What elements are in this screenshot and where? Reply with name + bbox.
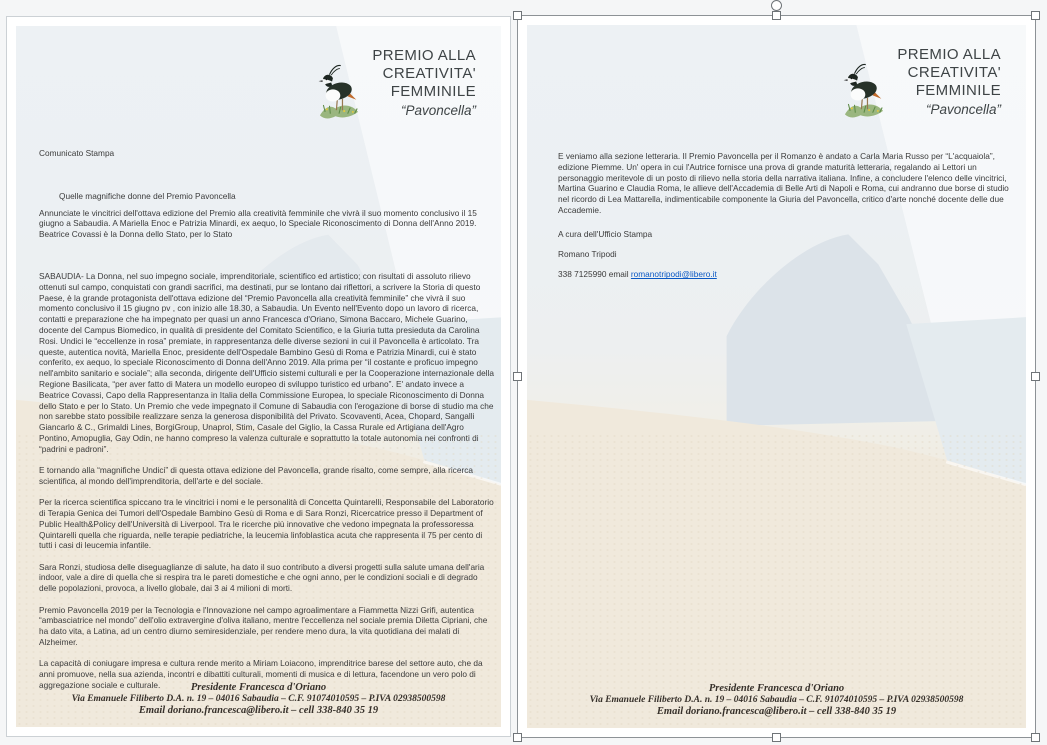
letterhead-header <box>313 47 476 135</box>
footer-president-line: Presidente Francesca d'Oriano <box>708 683 845 694</box>
letterhead-title <box>897 46 1001 119</box>
press-contact-name: Romano Tripodi <box>558 249 617 260</box>
title-line-3: FEMMINILE <box>390 83 476 100</box>
title-line-2: CREATIVITA' <box>907 64 1001 81</box>
footer-president-line: Presidente Francesca d'Oriano <box>190 682 327 693</box>
selection-handle-bottom-right[interactable] <box>1031 733 1040 742</box>
title-line-3: FEMMINILE <box>915 82 1001 99</box>
footer-address-line: Via Emanuele Filiberto D.A. n. 19 – 04016 Sabaudia – C.F. 91074010595 – P.IVA 02938500598 <box>589 694 964 705</box>
press-release-paragraph: Premio Pavoncella 2019 per la Tecnologia e l'Innovazione nel campo agroalimentare a Fiammetta Nizzi Grifi, autentica “ambasciatrice nel mondo” dell'olio extravergine d'oliva italiano, mentre l'eccellenza nel sociale premia Diletta Cipriani, che ha dato vita, a Latina, ad un centro diurno semiresidenziale, per rendere meno dura, la vita quotidiana dei malati di Alzheimer. <box>39 604 488 647</box>
footer-address-line: Via Emanuele Filiberto D.A. n. 19 – 04016 Sabaudia – C.F. 91074010595 – P.IVA 02938500598 <box>71 693 446 704</box>
title-line-1: PREMIO ALLA <box>372 47 476 64</box>
letterhead-footer <box>530 683 1023 718</box>
selection-handle-top-right[interactable] <box>1031 11 1040 20</box>
footer-contact-line: Email doriano.francesca@libero.it – cell 338-840 35 19 <box>656 706 897 717</box>
lapwing-bird-logo-icon <box>313 49 365 135</box>
title-subtitle: “Pavoncella” <box>925 102 1001 117</box>
lapwing-bird-logo-icon <box>838 48 890 134</box>
title-line-2: CREATIVITA' <box>382 65 476 82</box>
press-contact-line <box>558 269 1013 280</box>
title-line-1: PREMIO ALLA <box>897 46 1001 63</box>
press-release-headline: Quelle magnifiche donne del Premio Pavoncella <box>59 190 236 201</box>
press-release-paragraph: Per la ricerca scientifica spiccano tra le vincitrici i nomi e le personalità di Concetta Quintarelli, Responsabile del Laboratorio di Terapia Genica dei Tumori dell'Ospedale Bambino Gesù di Roma e di Sara Ronzi, Ricercatrice presso il Department of Public Health&Policy dell'Università di Liverpool. Tra le ricerche più innovative che vedono impegnata la professoressa Quintarelli quella che riguarda, nelle terapie pediatriche, la leucemia linfoblastica acuta che rappresenta il 75 per cento di tutti i casi di leucemia infantile. <box>39 497 494 551</box>
selection-handle-top-middle[interactable] <box>772 11 781 20</box>
press-contact-phone: 338 7125990 email <box>558 269 631 280</box>
selection-handle-middle-right[interactable] <box>1031 372 1040 381</box>
press-release-paragraph: SABAUDIA- La Donna, nel suo impegno sociale, imprenditoriale, scientifico ed artistico; con risultati di assoluto rilievo ottenuti sul campo, conquistati con grandi sacrifici, ma destinati, pur se lontano dai riflettori, a scrivere la Storia di questo Paese, è la grande protagonista dell'ottava edizione del “Premio Pavoncella alla creatività femminile” che vivrà il suo momento conclusivo il 15 giugno pv , con inizio alle 18.30, a Sabaudia. Un Evento nell'Evento dopo un lavoro di ricerca, contatti e preparazione che ha impegnato per quasi un anno Francesca d'Oriano, Simona Baccaro, Michele Guarino, docente del Campus Biomedico, in qualità di presidente del Comitato Scientifico, e la Giuria tutta presieduta da Carolina Rosi. Undici le “eccellenze in rosa” premiate, in rappresentanza delle diverse sezioni in cui il Pavoncella è articolato. Tra queste, autentica novità, Mariella Enoc, presidente dell'Ospedale Bambino Gesù di Roma e Patrizia Minardi, cui è stato conferito, ex aequo, lo speciale Riconoscimento di Donna dell'Anno 2019. Alla prima per “il costante e proficuo impegno nell'ambito sanitario e sociale”; alla seconda, dirigente dell'Ufficio sistemi culturali e per la Cooperazione internazionale della Regione Basilicata, “per aver fatto di Matera un modello europeo di sviluppo turistico ed urbano”. E' andato invece a Beatrice Covassi, Capo della Rappresentanza in Italia della Commissione Europea, lo speciale Riconoscimento di Donna dello Stato e per lo Stato. Un Premio che vede impegnato il Comune di Sabaudia con l'erogazione di borse di studio ma che non sarebbe stato possibile realizzare senza la generosa disponibilità del Privato. Scovaventi, Acea, Chopard, Sangalli Giancarlo & C., Grimaldi Lines, BorgiGroup, Unaprol, Stim, Casale del Giglio, la Cassa Rurale ed Artigiana dell'Agro Pontino, Amopuglia, Gay Odin, ne hanno compreso la valenza culturale e soprattutto la totale autonomia nei confronti di “padrini e padroni”. <box>39 270 494 454</box>
page-1[interactable] <box>6 16 511 737</box>
page-2[interactable] <box>517 15 1036 738</box>
selection-handle-middle-left[interactable] <box>513 372 522 381</box>
press-office-byline: A cura dell'Ufficio Stampa <box>558 228 653 239</box>
letterhead-title <box>372 47 476 120</box>
page1-body <box>39 148 494 701</box>
press-release-label: Comunicato Stampa <box>39 148 115 158</box>
footer-contact-line: Email doriano.francesca@libero.it – cell 338-840 35 19 <box>138 705 379 716</box>
selection-handle-bottom-left[interactable] <box>513 733 522 742</box>
selection-handle-top-left[interactable] <box>513 11 522 20</box>
selection-handle-bottom-middle[interactable] <box>772 733 781 742</box>
letterhead-header <box>838 46 1001 134</box>
press-release-paragraph: La capacità di coniugare impresa e cultura rende merito a Miriam Loiacono, imprenditrice barese del settore auto, che da anni promuove, nella sua azienda, incontri e dibattiti culturali, momenti di musica e di lettura, facendone un vero polo di aggregazione sociale e culturale. <box>39 658 483 690</box>
press-release-paragraph: Sara Ronzi, studiosa delle diseguaglianze di salute, ha dato il suo contributo a diversi progetti sulla salute umana dell'aria indoor, vale a dire di quella che si respira tra le pareti domestiche e che ogni anno, per le condizioni sociali e di degrado delle popolazioni, provoca, a livello globale, dai 3 ai 4 milioni di morti. <box>39 561 485 594</box>
press-contact-email-link[interactable]: romanotripodi@libero.it <box>630 269 717 280</box>
page2-body <box>558 151 1013 291</box>
press-release-paragraph: E tornando alla “magnifiche Undici” di questa ottava edizione del Pavoncella, grande risalto, come sempre, alla ricerca scientifica, al mondo dell'imprenditoria, dell'arte e del sociale. <box>39 465 473 486</box>
press-release-paragraph: Annunciate le vincitrici dell'ottava edizione del Premio alla creatività femminile che vivrà il suo momento conclusivo il 15 giugno a Sabaudia. A Mariella Enoc e Patrizia Minardi, ex aequo, lo Speciale Riconoscimento di Donna dell'Anno 2019. Beatrice Covassi è la Donna dello Stato, per lo Stato <box>39 207 477 240</box>
press-release-paragraph: E veniamo alla sezione letteraria. Il Premio Pavoncella per il Romanzo è andato a Carla Maria Russo per “L'acquaiola”, edizione Piemme. Un' opera in cui l'Autrice fornisce una prova di grande maturità letteraria, regalando ai Lettori un personaggio meritevole di un posto di rilievo nella storia della narrativa italiana. Infine, a concludere l'elenco delle vincitrici, Martina Guarino e Claudia Roma, le allieve dell'Accademia di Belle Arti di Napoli e Roma, cui andranno due borse di studio nel ricordo di Lea Mattarella, indimenticabile componente la Giuria del Pavoncella, critico d'arte nonché docente delle due Accademie. <box>558 151 1009 215</box>
letterhead-footer <box>19 682 498 717</box>
rotation-handle[interactable] <box>771 0 782 11</box>
title-subtitle: “Pavoncella” <box>400 103 476 118</box>
